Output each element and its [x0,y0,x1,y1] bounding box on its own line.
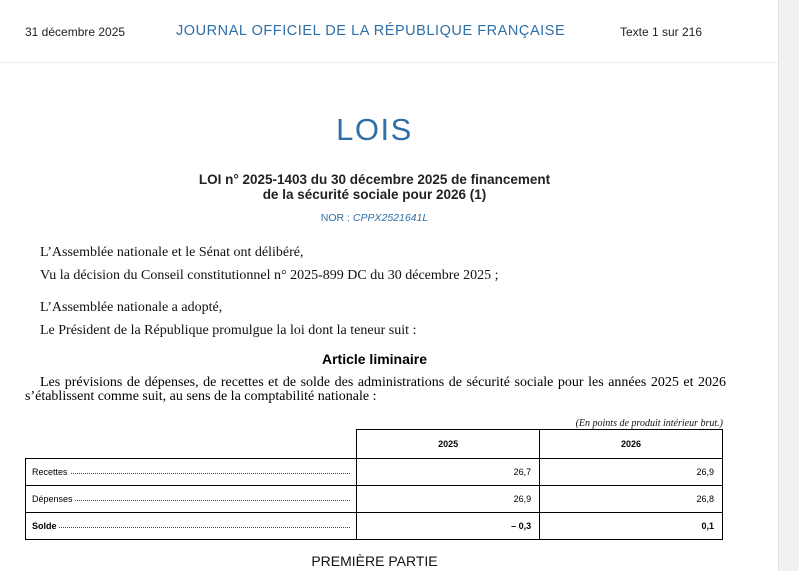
table-row [26,513,723,540]
row-label-recettes: Recettes [32,467,68,477]
paragraph-deliberation: L’Assemblée nationale et le Sénat ont délibéré, [40,245,304,260]
cell-recettes-2025: 26,7 [357,459,540,486]
section-title: LOIS [336,112,413,147]
cell-solde-2025: – 0,3 [357,513,540,540]
header-date: 31 décembre 2025 [25,25,126,39]
cell-depenses-2026: 26,8 [540,486,723,513]
paragraph-decision: Vu la décision du Conseil constitutionnel n° 2025-899 DC du 30 décembre 2025 ; [40,268,499,283]
table-unit-note: (En points de produit intérieur brut.) [575,418,723,429]
nor-value: CPPX2521641L [352,212,429,224]
nor-label: NOR : [320,212,353,224]
text-count: Texte 1 sur 216 [619,25,702,39]
table-row [26,486,723,513]
cell-recettes-2026: 26,9 [540,459,723,486]
part-title: PREMIÈRE PARTIE [311,553,438,569]
law-title [0,172,749,202]
page-scrollbar[interactable] [778,0,799,571]
journal-title: JOURNAL OFFICIEL DE LA RÉPUBLIQUE FRANÇAISE [176,23,566,39]
law-title-line-1: LOI n° 2025-1403 du 30 décembre 2025 de financement [198,172,551,187]
forecast-table [25,429,723,540]
article-title: Article liminaire [321,351,428,367]
paragraph-promulgation: Le Président de la République promulgue la loi dont la teneur suit : [40,323,417,338]
nor-reference [0,212,749,224]
cell-depenses-2025: 26,9 [357,486,540,513]
article-text: Les prévisions de dépenses, de recettes et de solde des administrations de sécurité sociale pour les années 2025 et 2026 s’établissent comme suit, au sens de la comptabilité nationale : [25,375,726,404]
table-corner [26,430,357,459]
column-header-2026: 2026 [540,430,723,459]
row-label-solde: Solde [32,521,57,531]
table-row [26,459,723,486]
cell-solde-2026: 0,1 [540,513,723,540]
paragraph-adopted: L’Assemblée nationale a adopté, [40,300,223,315]
row-label-depenses: Dépenses [32,494,73,504]
column-header-2025: 2025 [357,430,540,459]
law-title-line-2: de la sécurité sociale pour 2026 (1) [262,187,487,202]
page-header [0,0,778,63]
